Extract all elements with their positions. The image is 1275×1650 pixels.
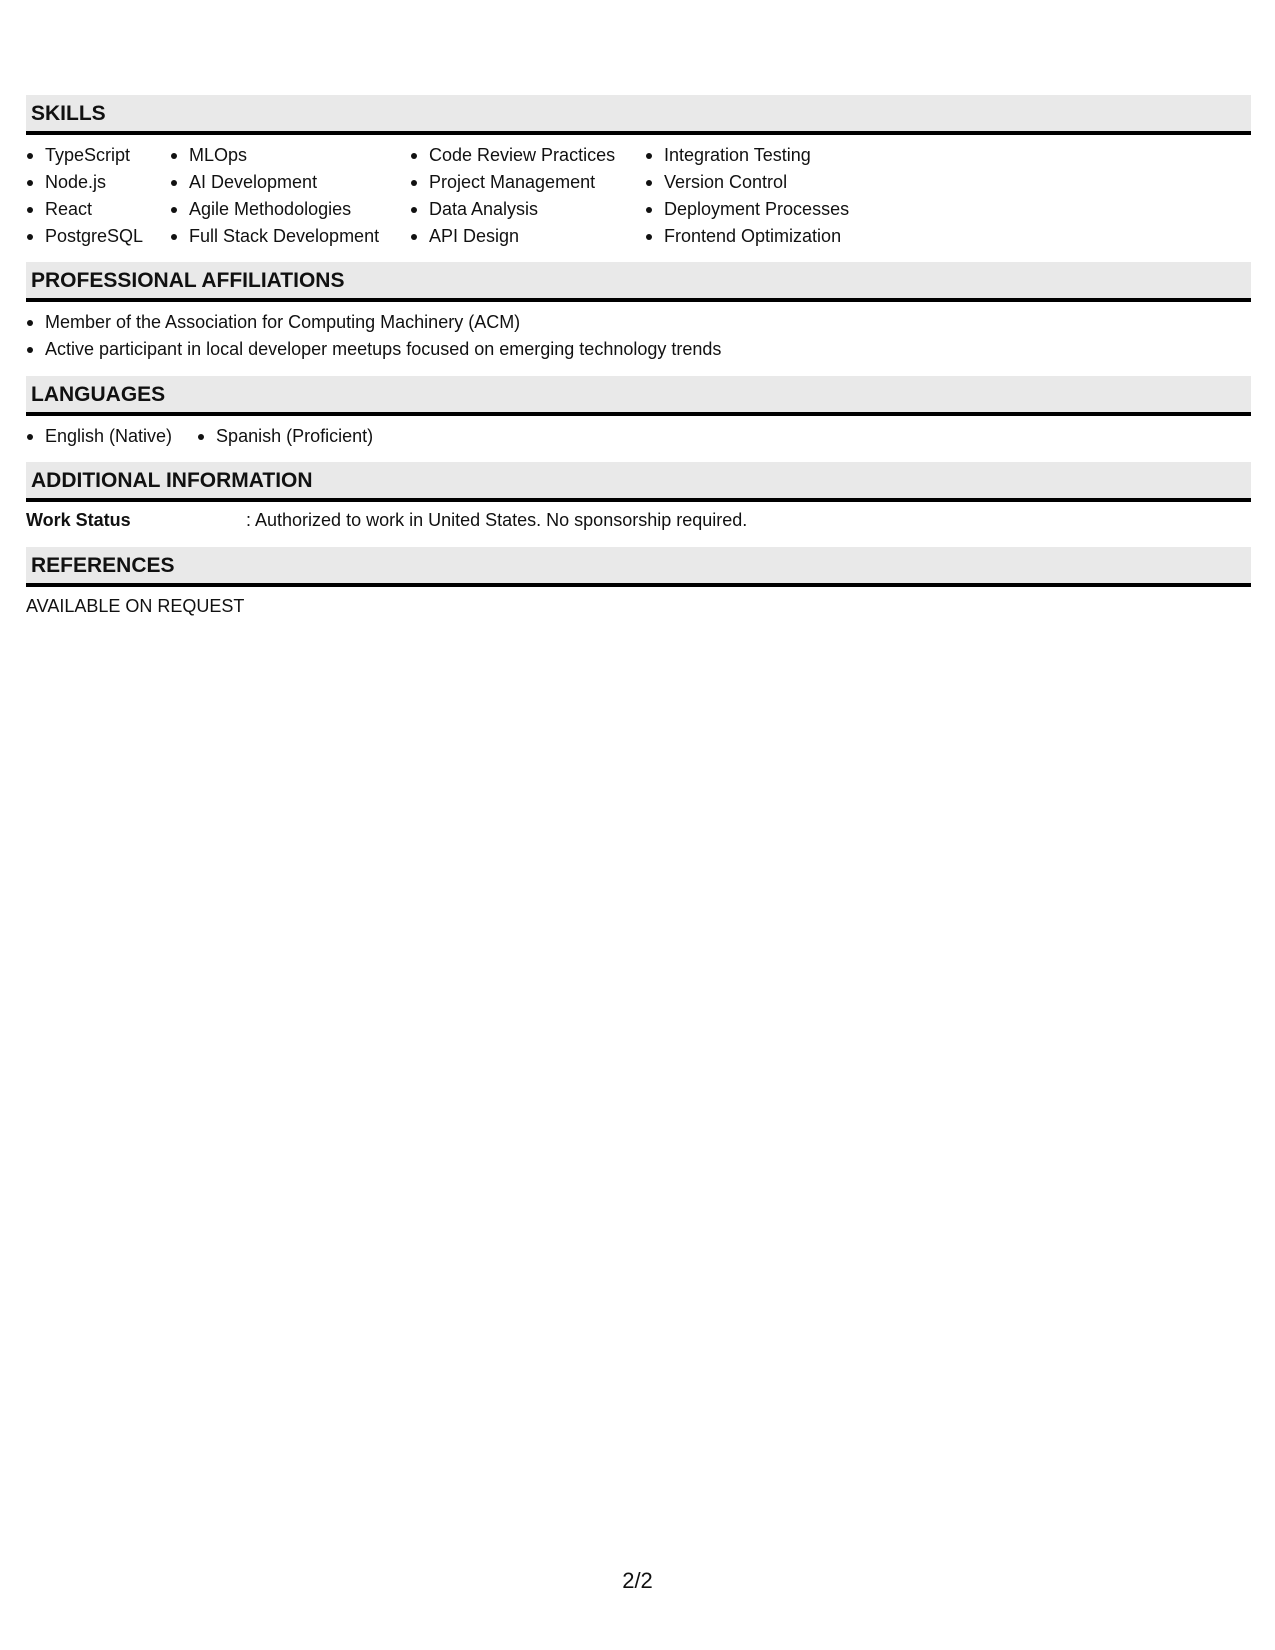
skill-item: TypeScript [26, 142, 170, 169]
skills-heading: SKILLS [26, 95, 1251, 135]
references-heading: REFERENCES [26, 547, 1251, 587]
skill-item: AI Development [170, 169, 410, 196]
additional-info-section [26, 462, 1251, 547]
skills-section [26, 95, 1251, 262]
resume-page [26, 95, 1251, 620]
skills-grid [26, 135, 1251, 262]
skill-item: PostgreSQL [26, 223, 170, 250]
skill-item: Node.js [26, 169, 170, 196]
skill-item: Deployment Processes [645, 196, 905, 223]
skills-column [410, 142, 645, 250]
skill-item: Agile Methodologies [170, 196, 410, 223]
page-number: 2/2 [622, 1568, 653, 1593]
skills-column [170, 142, 410, 250]
skill-item: Project Management [410, 169, 645, 196]
skill-item: MLOps [170, 142, 410, 169]
work-status-row [26, 502, 1251, 547]
skill-item: Frontend Optimization [645, 223, 905, 250]
affiliations-heading: PROFESSIONAL AFFILIATIONS [26, 262, 1251, 302]
skill-item: API Design [410, 223, 645, 250]
language-item: English (Native) [26, 423, 172, 450]
languages-heading: LANGUAGES [26, 376, 1251, 416]
affiliations-list [26, 302, 1251, 376]
skills-column [26, 142, 170, 250]
affiliation-item: Member of the Association for Computing Machinery (ACM) [26, 309, 1251, 336]
languages-list [26, 416, 1251, 462]
references-text: AVAILABLE ON REQUEST [26, 596, 245, 616]
affiliation-item: Active participant in local developer meetups focused on emerging technology trends [26, 336, 1251, 363]
languages-section [26, 376, 1251, 462]
skill-item: Full Stack Development [170, 223, 410, 250]
affiliations-section [26, 262, 1251, 376]
skill-item: Data Analysis [410, 196, 645, 223]
skill-item: Integration Testing [645, 142, 905, 169]
language-item: Spanish (Proficient) [197, 423, 373, 450]
skill-item: Code Review Practices [410, 142, 645, 169]
references-section [26, 547, 1251, 620]
skill-item: Version Control [645, 169, 905, 196]
skill-item: React [26, 196, 170, 223]
work-status-label: Work Status [26, 510, 131, 530]
additional-info-heading: ADDITIONAL INFORMATION [26, 462, 1251, 502]
work-status-value: : Authorized to work in United States. No sponsorship required. [246, 510, 748, 530]
skills-column [645, 142, 905, 250]
